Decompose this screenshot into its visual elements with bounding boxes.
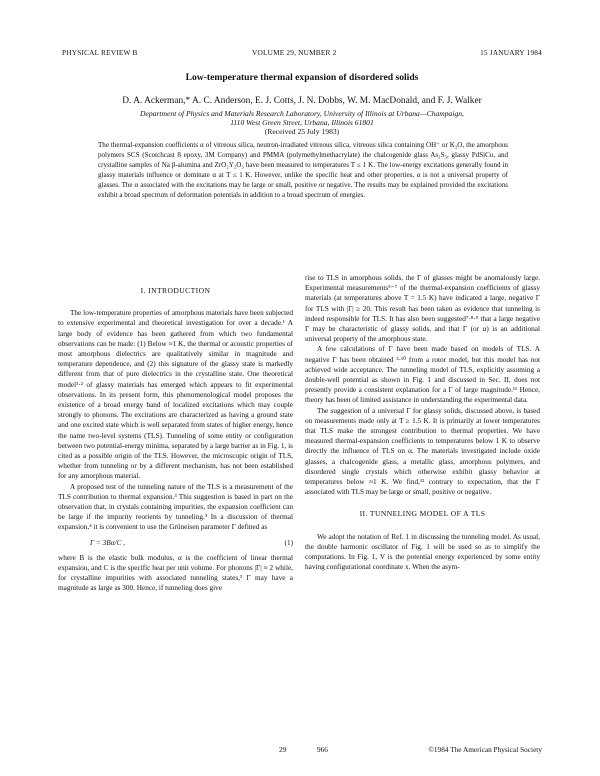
paragraph: rise to TLS in amorphous solids, the Γ of glasses might be anomalously large. Experimental measurements⁵⁻⁷ of the thermal-expansion coefficients of glassy materials (at temperatures above T = 1.5 K) have indicated a large, negative Γ for TLS with |Γ| ≥ 20. This result has been taken as evidence that tunneling is indeed responsible for TLS. It has also been suggested⁷·⁸·⁹ that a large negative Γ may be characteristic of glassy solids, and that Γ (or α) is an additional universal property of the amorphous state. [305,274,540,344]
author-affiliation: Department of Physics and Materials Research Laboratory, University of Illinois at Urbana—Champaign, [140,109,464,118]
paragraph: The low-temperature properties of amorphous materials have been subjected to extensive experimental and theoretical investigation for over a decade.¹ A large body of evidence has been gathered from which two fundamental observations can be made: (1) Below ≈1 K, the thermal or acoustic properties of most amorphous dielectrics are qualitatively similar in magnitude and temperature dependence, and (2) this signature of the glassy state is markedly different from that of pure dielectrics in the crystalline state. One theoretical model¹·² of glassy materials has emerged which appears to fit experimental observations. In its present form, this phenomenological model proposes the existence of a broad energy band of localized excitations which may couple strongly to phonons. The excitations are characterized as having a ground state and one excited state which is well separated from states of higher energy, hence the name two-level systems (TLS). Tunneling of some entity or configuration between two potential-energy minima, separated by a large barrier as in Fig. 1, is cited as a possible origin of the TLS. However, the microscopic origin of TLS, whether from tunneling or by a different mechanism, has not been established for any amorphous material. [58,309,293,481]
equation-1 [58,535,293,551]
equation-expression: Γ = 3Bα/C , [90,538,125,547]
right-column [305,273,540,572]
page-number: 966 [317,745,328,754]
paragraph: where B is the elastic bulk modulus, α is the coefficient of linear thermal expansion, and C is the specific heat per unit volume. For phonons |Γ| ≈ 2 while, for crystalline impurities with associated tunneling states,³ Γ may have a magnitude as large as 300. Hence, if tunneling does give [58,553,293,593]
abstract: The thermal-expansion coefficients α of vitreous silica, neutron-irradiated vitreous silica, vitreous silica containing OH⁻ or K₂O, the amorphous polymers SCS (Scotchcast 8 epoxy, 3M Company) and PMMA (polymethylmethacrylate) the chalcogenide glass As₂S₃, glassy PdSiCu, and crystalline samples of Na β-alumina and ZrO₂Y₂O₃ have been measured to temperatures T ≤ 1 K. The low-energy excitations generally found in glassy materials influence or dominate α at T ≤ 1 K. However, unlike the specific heat and other properties, α is not a universal property of glasses. The α associated with the excitations may be large or small, positive or negative. The results may be explained provided the excitations exhibit a broad spectrum of deformation potentials in addition to a broad spectrum of energies. [98,141,508,199]
left-column [58,282,293,593]
copyright-notice: ©1984 The American Physical Society [428,745,542,754]
page-header [62,48,542,60]
section-heading-introduction: I. INTRODUCTION [140,286,211,295]
paragraph: A proposed test of the tunneling nature of the TLS is a measurement of the TLS contribution to thermal expansion.³ This suggestion is based in part on the observation that, in crystals containing impurities, the expansion coefficient can be large if the impurity reorients by tunneling.³ In a discussion of thermal expansion,⁴ it is convenient to use the Grüneisen parameter Γ defined as [58,482,293,532]
equation-number: (1) [284,538,293,547]
issue-date: 15 JANUARY 1984 [480,48,542,57]
paragraph: A few calculations of Γ have been made based on models of TLS. A negative Γ has been obtained ³·¹⁰ from a rotor model, but this model has not achieved wide acceptance. The tunneling model of TLS, explicitly assuming a double-well potential as shown in Fig. 1 and discussed in Sec. II, does not presently provide a consistent explanation for a Γ of large magnitude.¹¹ Hence, theory has been of limited assistance in understanding the experimental data. [305,345,540,405]
footer-volume: 29 [279,745,287,754]
journal-name: PHYSICAL REVIEW B [62,48,138,57]
article-title: Low-temperature thermal expansion of disordered solids [185,72,419,83]
paragraph: The suggestion of a universal Γ for glassy solids, discussed above, is based on measurements made only at T ≥ 1.5 K. It is primarily at lower temperatures that TLS make the strongest contribution to thermal properties. We have measured thermal-expansion coefficients to temperatures below 1 K to observe directly the influence of TLS on α. The materials investigated include oxide glasses, a chalcogenide glass, a metallic glass, amorphous polymers, and disordered single crystals which otherwise exhibit glassy behavior at temperatures below ≈1 K. We find,¹² contrary to expectation, that the Γ associated with TLS may be large or small, positive or negative. [305,406,540,497]
author-address: 1110 West Green Street, Urbana, Illinois 61801 [230,118,374,127]
page-footer [62,745,542,757]
author-list: D. A. Ackerman,* A. C. Anderson, E. J. Cotts, J. N. Dobbs, W. M. MacDonald, and F. J. Walker [122,96,482,106]
paragraph: We adopt the notation of Ref. 1 in discussing the tunneling model. As usual, the double harmonic oscillator of Fig. 1 will be used so as to simplify the computations. In Fig. 1, V is the potential energy experienced by some entity having configurational coordinate x. When the asym- [305,532,540,572]
received-date: (Received 25 July 1983) [264,127,340,136]
section-heading-tunneling-model: II. TUNNELING MODEL OF A TLS [359,509,486,519]
volume-number: VOLUME 29, NUMBER 2 [252,48,337,57]
